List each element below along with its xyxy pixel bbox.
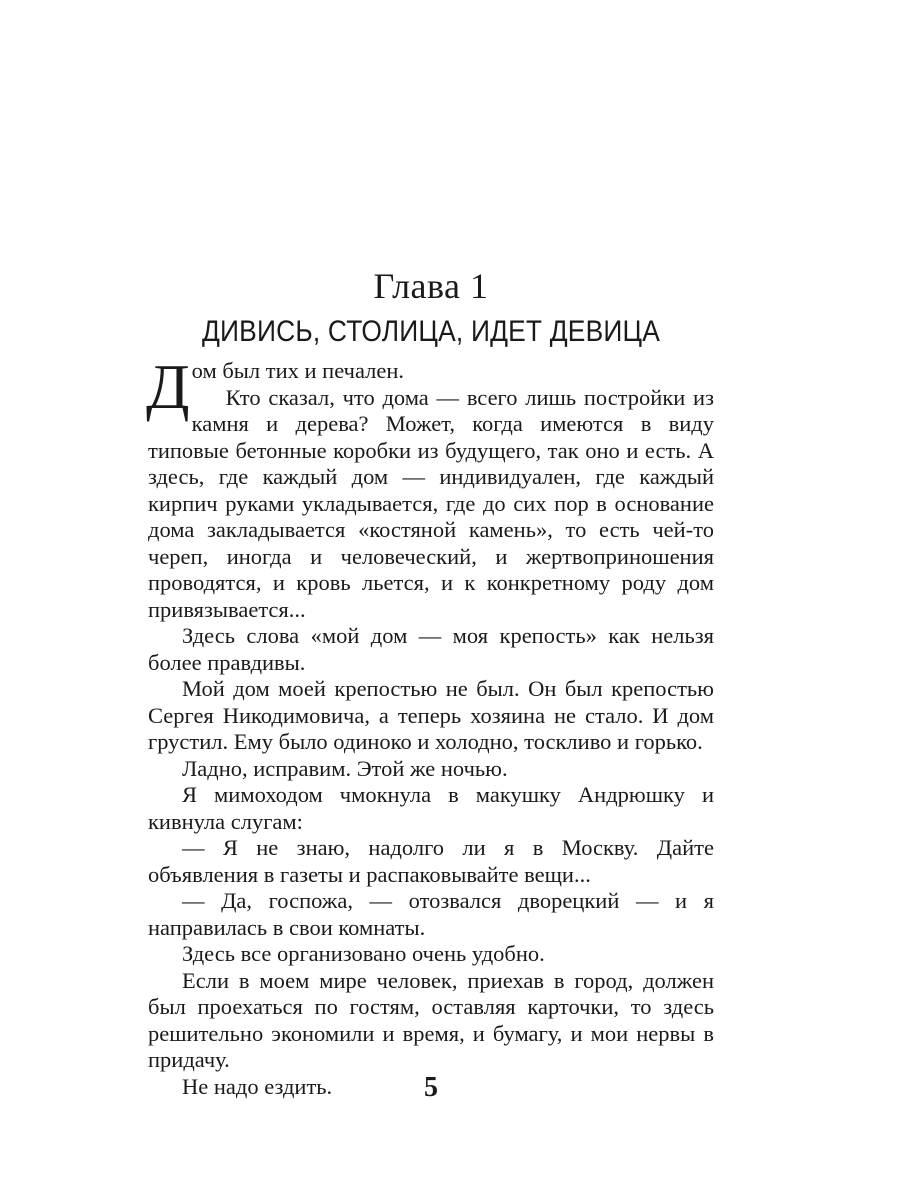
paragraph: Здесь слова «мой дом — моя крепость» как нельзя более правдивы.: [148, 623, 714, 675]
paragraph: Ладно, исправим. Этой же ночью.: [182, 755, 508, 781]
drop-cap: Д: [146, 351, 190, 422]
page-number: 5: [424, 1072, 438, 1103]
paragraph: Я мимоходом чмокнула в макушку Андрюшку и кивнула слугам:: [148, 782, 714, 834]
paragraph-1-text: ом был тих и печален.: [191, 358, 405, 383]
paragraph: — Я не знаю, надолго ли я в Москву. Дайте объявления в газеты и распаковывайте вещи...: [148, 835, 714, 887]
paragraph: — Да, госпожа, — отозвался дворецкий — и я направилась в свои комнаты.: [148, 888, 714, 940]
paragraph: Не надо ездить.: [182, 1073, 333, 1099]
chapter-title: Глава 1: [373, 266, 489, 306]
paragraph: Если в моем мире человек, приехав в город, должен был проехаться по гостям, оставляя карточки, то здесь решительно экономили и время, и бумагу, и мои нервы в придачу.: [148, 967, 714, 1072]
paragraph: Здесь все организовано очень удобно.: [182, 941, 545, 966]
chapter-subtitle: ДИВИСЬ, СТОЛИЦА, ИДЕТ ДЕВИЦА: [201, 315, 661, 348]
paragraph: Мой дом моей крепостью не был. Он был крепостью Сергея Никодимовича, а теперь хозяина не стало. И дом грустил. Ему было одиноко и холодно, тоскливо и горько.: [148, 676, 714, 754]
paragraph: Кто сказал, что дома — всего лишь постройки из камня и дерева? Может, когда имеются в виду типовые бетонные коробки из будущего, так оно и есть. А здесь, где каждый дом — индивидуален, где каждый кирпич руками укладывается, где до сих пор в основание дома закладывается «костяной камень», то есть чей-то череп, иногда и человеческий, и жертвоприношения проводятся, и кровь льется, и к конкретному роду дом привязывается...: [148, 384, 714, 622]
chapter-body: [146, 351, 714, 1100]
paragraph-1: [146, 351, 714, 422]
